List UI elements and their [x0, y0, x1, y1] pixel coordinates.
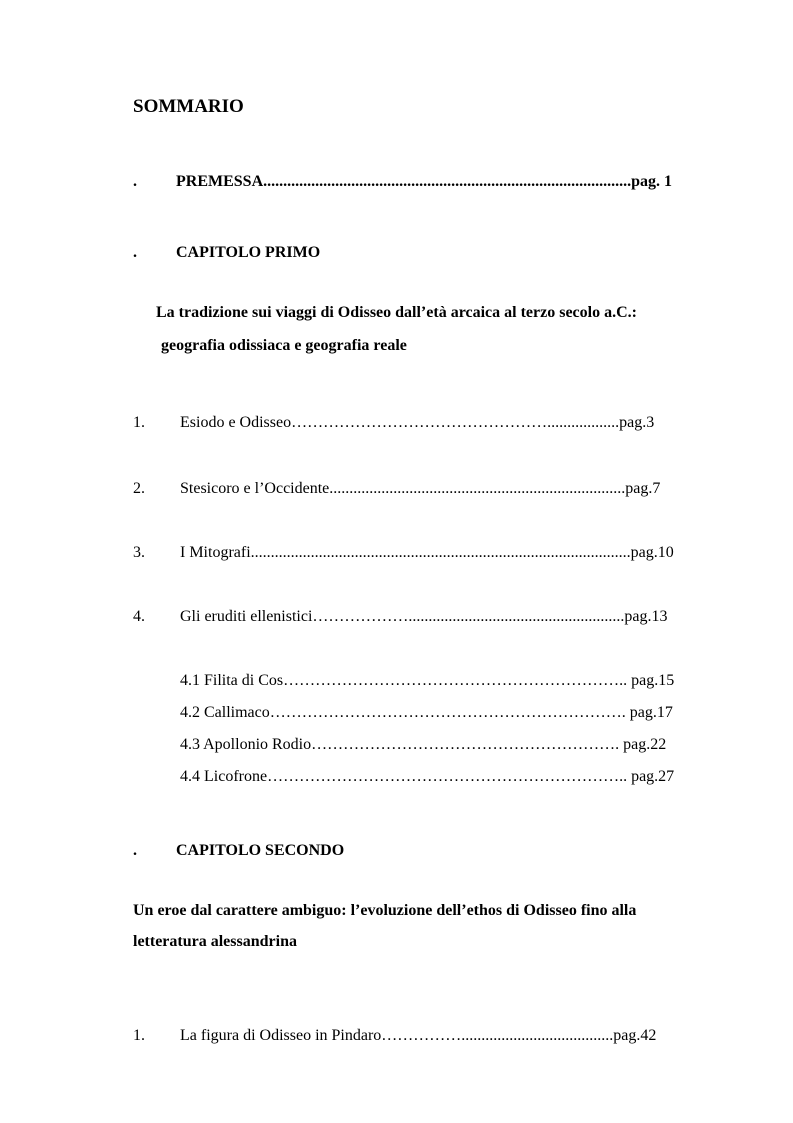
toc-subentry-apollonio: 4.3 Apollonio Rodio…………………………………………………. pag.22: [180, 736, 667, 753]
toc-number-4: 4.: [133, 608, 145, 625]
toc-entry-stesicoro: Stesicoro e l’Occidente..........................................................................pag.7: [180, 480, 661, 497]
toc-entry-pindaro: La figura di Odisseo in Pindaro……………......................................pag.42: [180, 1027, 657, 1044]
premessa-bullet: .: [133, 173, 137, 190]
toc-entry-esiodo: Esiodo e Odisseo…………………………………………..................pag.3: [180, 414, 655, 431]
toc-subentry-callimaco: 4.2 Callimaco…………………………………………………………. pag.17: [180, 704, 673, 721]
capitolo-primo-bullet: .: [133, 244, 137, 261]
chapter-heading-primo: CAPITOLO PRIMO: [176, 244, 321, 261]
chapter-subtitle-secondo-line1: Un eroe dal carattere ambiguo: l’evoluzione dell’ethos di Odisseo fino alla: [133, 902, 637, 919]
page-title: SOMMARIO: [133, 96, 244, 117]
chapter-subtitle-primo-line1: La tradizione sui viaggi di Odisseo dall’età arcaica al terzo secolo a.C.:: [156, 304, 637, 321]
toc-subentry-licofrone: 4.4 Licofrone………………………………………………………….. pag.27: [180, 768, 675, 785]
capitolo-secondo-bullet: .: [133, 842, 137, 859]
toc-number-3: 3.: [133, 544, 145, 561]
chapter-heading-secondo: CAPITOLO SECONDO: [176, 842, 345, 859]
toc-entry-premessa: PREMESSA............................................................................................pag. 1: [176, 173, 673, 190]
chapter-subtitle-primo-line2: geografia odissiaca e geografia reale: [161, 337, 407, 354]
toc-entry-eruditi: Gli eruditi ellenistici………………......................................................pag.13: [180, 608, 668, 625]
toc-number-c2-1: 1.: [133, 1027, 145, 1044]
toc-entry-mitografi: I Mitografi...............................................................................................pag.10: [180, 544, 674, 561]
toc-number-2: 2.: [133, 480, 145, 497]
chapter-subtitle-secondo-line2: letteratura alessandrina: [133, 933, 297, 950]
toc-number-1: 1.: [133, 414, 145, 431]
toc-subentry-filita: 4.1 Filita di Cos……………………………………………………….. pag.15: [180, 672, 675, 689]
